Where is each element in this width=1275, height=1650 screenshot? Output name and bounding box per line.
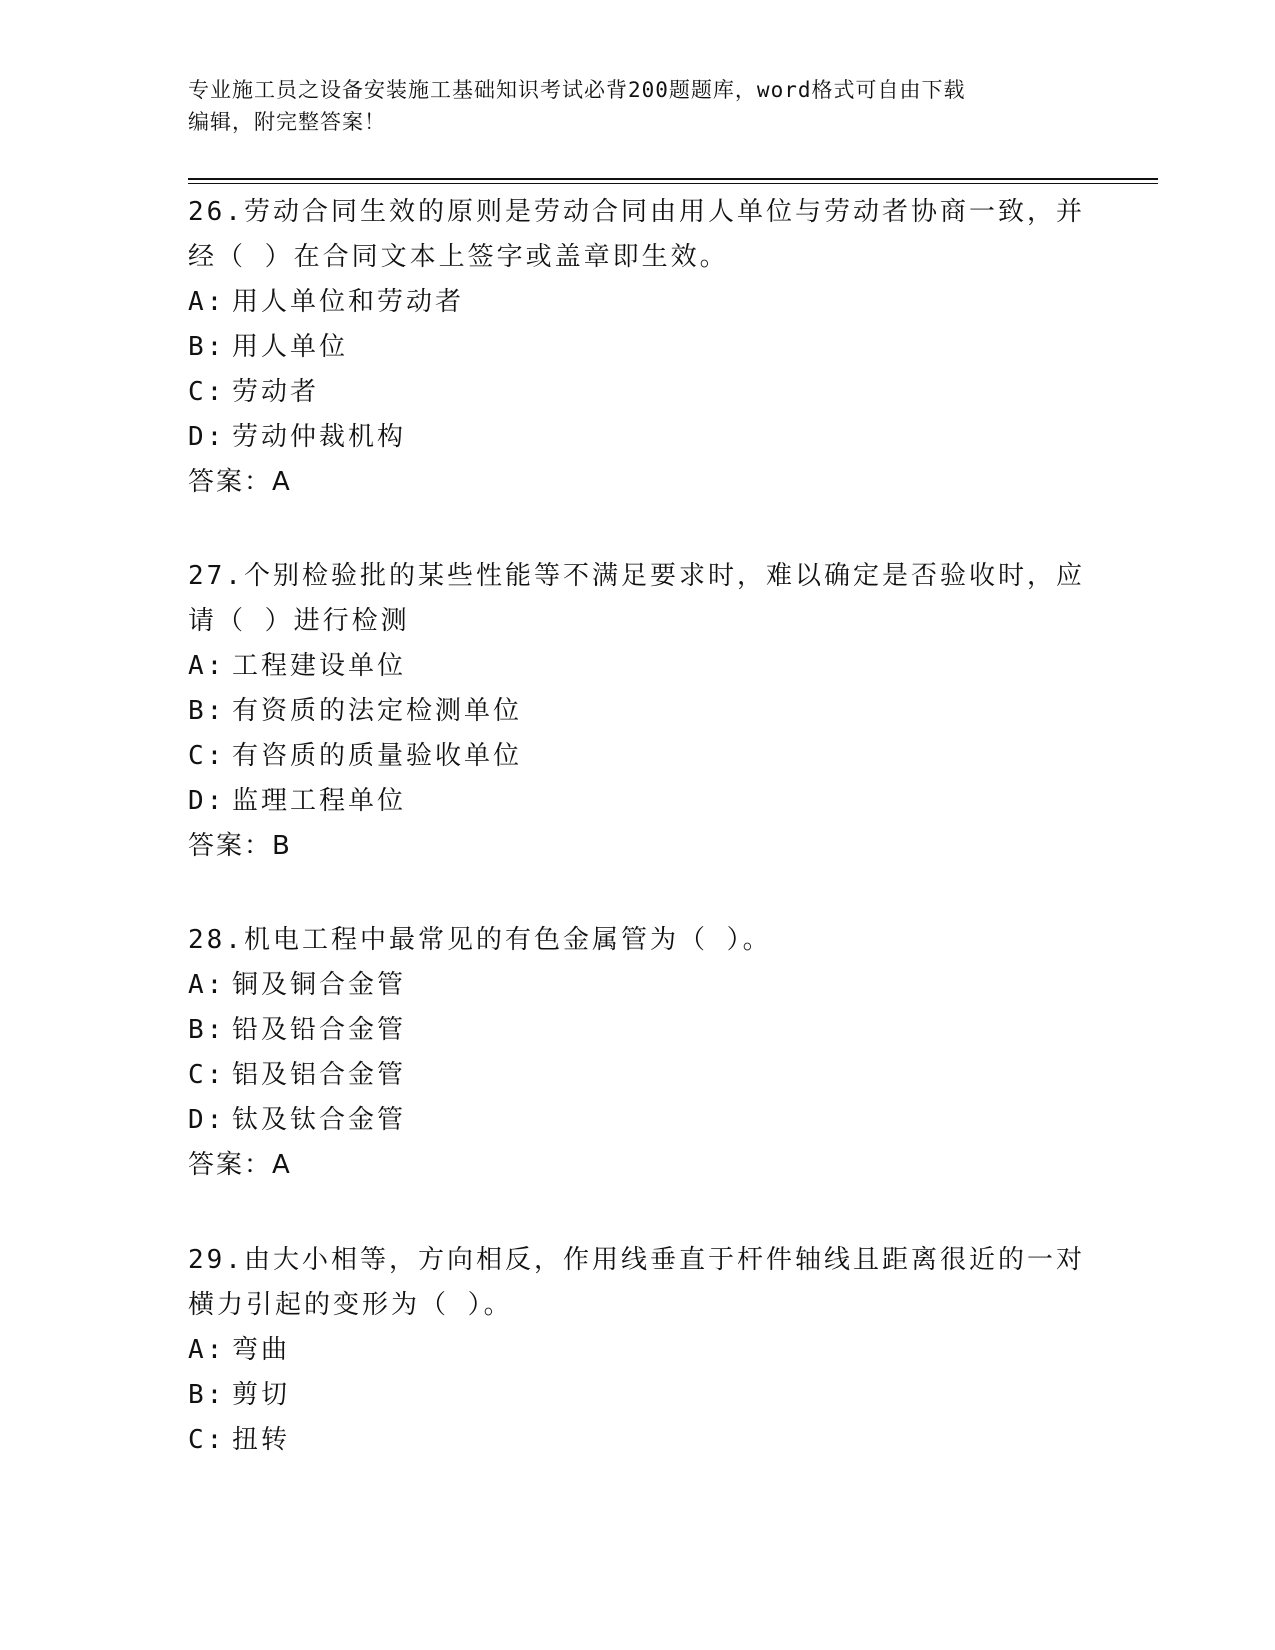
option-b bbox=[188, 1373, 1088, 1418]
option-a bbox=[188, 1328, 1088, 1373]
option-key: D: bbox=[188, 786, 226, 816]
option-key: B: bbox=[188, 1380, 226, 1410]
option-key: A: bbox=[188, 651, 226, 681]
question-stem-line-1: 28.机电工程中最常见的有色金属管为（ ）。 bbox=[188, 925, 772, 955]
option-text: 剪切 bbox=[232, 1380, 291, 1410]
question-stem-line-2: 经（ ）在合同文本上签字或盖章即生效。 bbox=[188, 242, 729, 272]
option-key: A: bbox=[188, 287, 226, 317]
option-text: 弯曲 bbox=[232, 1335, 291, 1365]
option-text: 铝及铝合金管 bbox=[232, 1060, 407, 1090]
option-text: 劳动仲裁机构 bbox=[232, 422, 407, 452]
option-key: C: bbox=[188, 1060, 226, 1090]
option-b bbox=[188, 1008, 1088, 1053]
option-key: B: bbox=[188, 332, 226, 362]
question-stem-line-2: 请（ ）进行检测 bbox=[188, 606, 410, 636]
option-b bbox=[188, 689, 1088, 734]
option-text: 有资质的法定检测单位 bbox=[232, 696, 523, 726]
question-29 bbox=[188, 1238, 1088, 1463]
option-c bbox=[188, 1418, 1088, 1463]
option-key: C: bbox=[188, 741, 226, 771]
answer-line: 答案：A bbox=[188, 467, 292, 497]
option-text: 用人单位 bbox=[232, 332, 349, 362]
option-text: 监理工程单位 bbox=[232, 786, 407, 816]
option-key: C: bbox=[188, 377, 226, 407]
question-stem-line-1: 27.个别检验批的某些性能等不满足要求时，难以确定是否验收时，应 bbox=[188, 561, 1085, 591]
document-header bbox=[188, 74, 1068, 138]
option-key: B: bbox=[188, 696, 226, 726]
answer-line: 答案：A bbox=[188, 1150, 292, 1180]
option-a bbox=[188, 963, 1088, 1008]
option-d bbox=[188, 779, 1088, 824]
header-line-2: 编辑，附完整答案！ bbox=[188, 110, 386, 134]
option-a bbox=[188, 644, 1088, 689]
option-text: 劳动者 bbox=[232, 377, 320, 407]
question-26 bbox=[188, 190, 1088, 505]
option-text: 铅及铅合金管 bbox=[232, 1015, 407, 1045]
question-stem-line-1: 26.劳动合同生效的原则是劳动合同由用人单位与劳动者协商一致，并 bbox=[188, 197, 1085, 227]
option-text: 有咨质的质量验收单位 bbox=[232, 741, 523, 771]
option-key: D: bbox=[188, 1105, 226, 1135]
option-c bbox=[188, 1053, 1088, 1098]
option-b bbox=[188, 325, 1088, 370]
question-stem-line-1: 29.由大小相等，方向相反，作用线垂直于杆件轴线且距离很近的一对 bbox=[188, 1245, 1085, 1275]
option-d bbox=[188, 1098, 1088, 1143]
answer-line: 答案：B bbox=[188, 831, 292, 861]
option-c bbox=[188, 734, 1088, 779]
question-28 bbox=[188, 918, 1088, 1188]
option-a bbox=[188, 280, 1088, 325]
header-line-1: 专业施工员之设备安装施工基础知识考试必背200题题库，word格式可自由下载 bbox=[188, 78, 966, 102]
option-text: 工程建设单位 bbox=[232, 651, 407, 681]
option-text: 用人单位和劳动者 bbox=[232, 287, 465, 317]
option-key: A: bbox=[188, 1335, 226, 1365]
option-c bbox=[188, 370, 1088, 415]
header-divider-thick bbox=[188, 178, 1158, 180]
question-stem-line-2: 横力引起的变形为（ ）。 bbox=[188, 1290, 513, 1320]
option-text: 铜及铜合金管 bbox=[232, 970, 407, 1000]
option-key: A: bbox=[188, 970, 226, 1000]
header-divider-thin bbox=[188, 183, 1158, 184]
option-d bbox=[188, 415, 1088, 460]
option-text: 钛及钛合金管 bbox=[232, 1105, 407, 1135]
option-key: D: bbox=[188, 422, 226, 452]
option-text: 扭转 bbox=[232, 1425, 291, 1455]
option-key: B: bbox=[188, 1015, 226, 1045]
question-27 bbox=[188, 554, 1088, 869]
option-key: C: bbox=[188, 1425, 226, 1455]
